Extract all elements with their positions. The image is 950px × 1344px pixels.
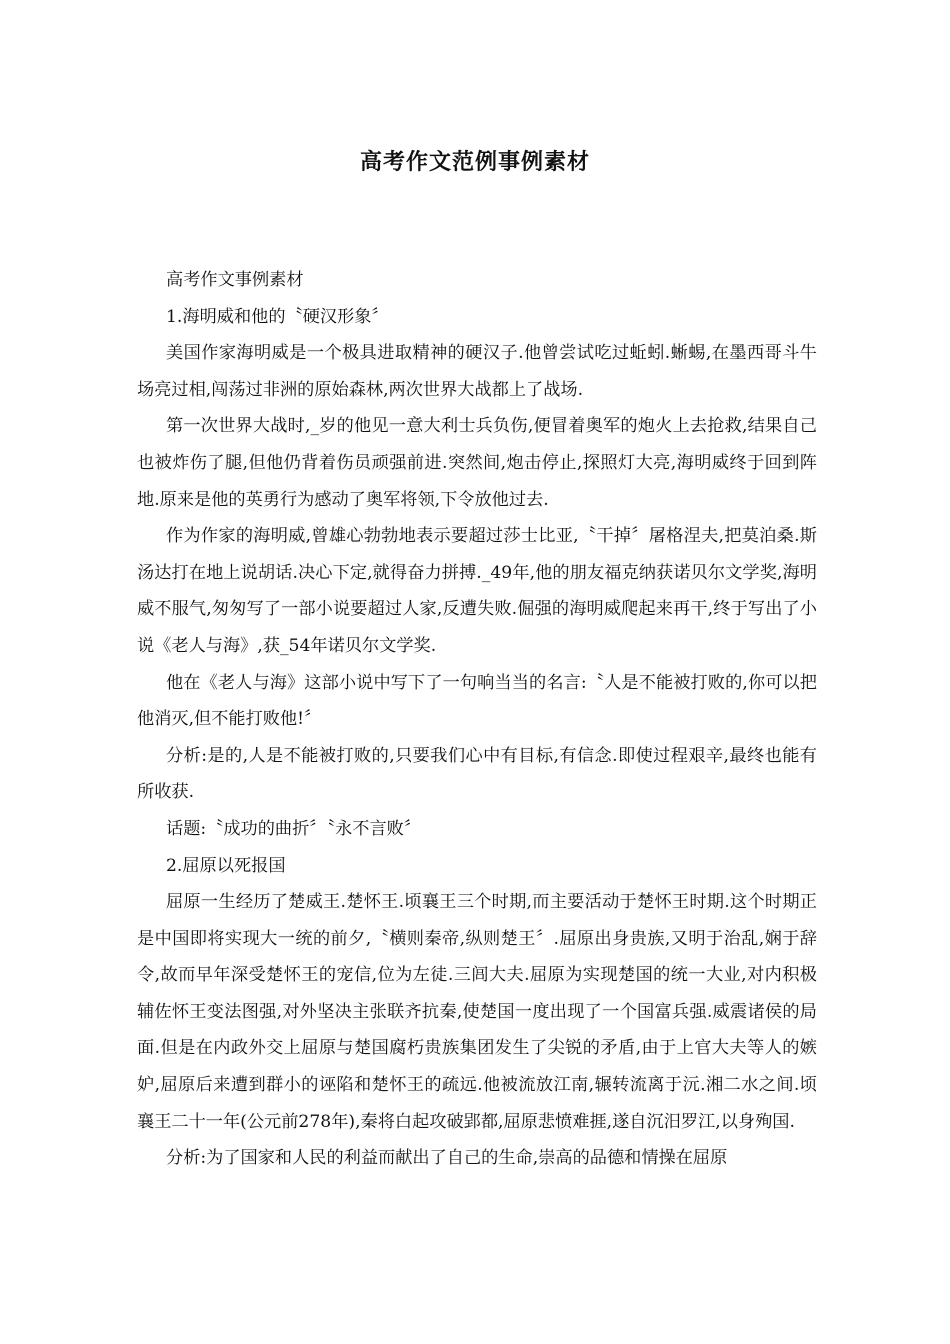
- example-heading-hemingway: 1.海明威和他的〝硬汉形象〞: [166, 306, 389, 327]
- paragraph-quyuan-story: 屈原一生经历了楚威王.楚怀王.顷襄王三个时期,而主要活动于楚怀王时期.这个时期正是中国即将实现大一统的前夕,〝横则秦帝,纵则楚王〞.屈原出身贵族,又明于治乱,娴于辞令,故而早年深受楚怀王的宠信,位为左徒.三闾大夫.屈原为实现楚国的统一大业,对内积极辅佐怀王变法图强,对外坚决主张联齐抗秦,使楚国一度出现了一个国富兵强.威震诸侯的局面.但是在内政外交上屈原与楚国腐朽贵族集团发生了尖锐的矛盾,由于上官大夫等人的嫉妒,屈原后来遭到群小的诬陷和楚怀王的疏远.他被流放江南,辗转流离于沅.湘二水之间.顷襄王二十一年(公元前278年),秦将白起攻破郢都,屈原悲愤难捱,遂自沉汨罗江,以身殉国.: [137, 892, 817, 1132]
- example-heading-quyuan: 2.屈原以死报国: [166, 855, 286, 876]
- paragraph-analysis-2: 分析:为了国家和人民的利益而献出了自己的生命,崇高的品德和情操在屈原: [166, 1148, 728, 1169]
- paragraph-hemingway-war: 第一次世界大战时,_岁的他见一意大利士兵负伤,便冒着奥军的炮火上去抢救,结果自己也被炸伤了腿,但他仍背着伤员顽强前进.突然间,炮击停止,探照灯大亮,海明威终于回到阵地.原来是他的英勇行为感动了奥军将领,下令放他过去.: [137, 416, 817, 510]
- paragraph-hemingway-writer: 作为作家的海明威,曾雄心勃勃地表示要超过莎士比亚,〝干掉〞屠格涅夫,把莫泊桑.斯汤达打在地上说胡话.决心下定,就得奋力拼搏._49年,他的朋友福克纳获诺贝尔文学奖,海明威不服气,匆匆写了一部小说要超过人家,反遭失败.倔强的海明威爬起来再干,终于写出了小说《老人与海》,获_54年诺贝尔文学奖.: [137, 526, 817, 656]
- document-body: [137, 262, 817, 1177]
- section-heading: 高考作文事例素材: [166, 270, 304, 290]
- paragraph-analysis-1: 分析:是的,人是不能被打败的,只要我们心中有目标,有信念.即使过程艰辛,最终也能有所收获.: [137, 745, 817, 803]
- document-title: 高考作文范例事例素材: [359, 149, 590, 175]
- paragraph-hemingway-intro: 美国作家海明威是一个极具进取精神的硬汉子.他曾尝试吃过蚯蚓.蜥蜴,在墨西哥斗牛场亮过相,闯荡过非洲的原始森林,两次世界大战都上了战场.: [137, 343, 817, 400]
- paragraph-topic-1: 话题:〝成功的曲折〞〝永不言败〞: [166, 818, 422, 839]
- paragraph-hemingway-quote: 他在《老人与海》这部小说中写下了一句响当当的名言:〝人是不能被打败的,你可以把他消灭,但不能打败他!〞: [137, 672, 817, 730]
